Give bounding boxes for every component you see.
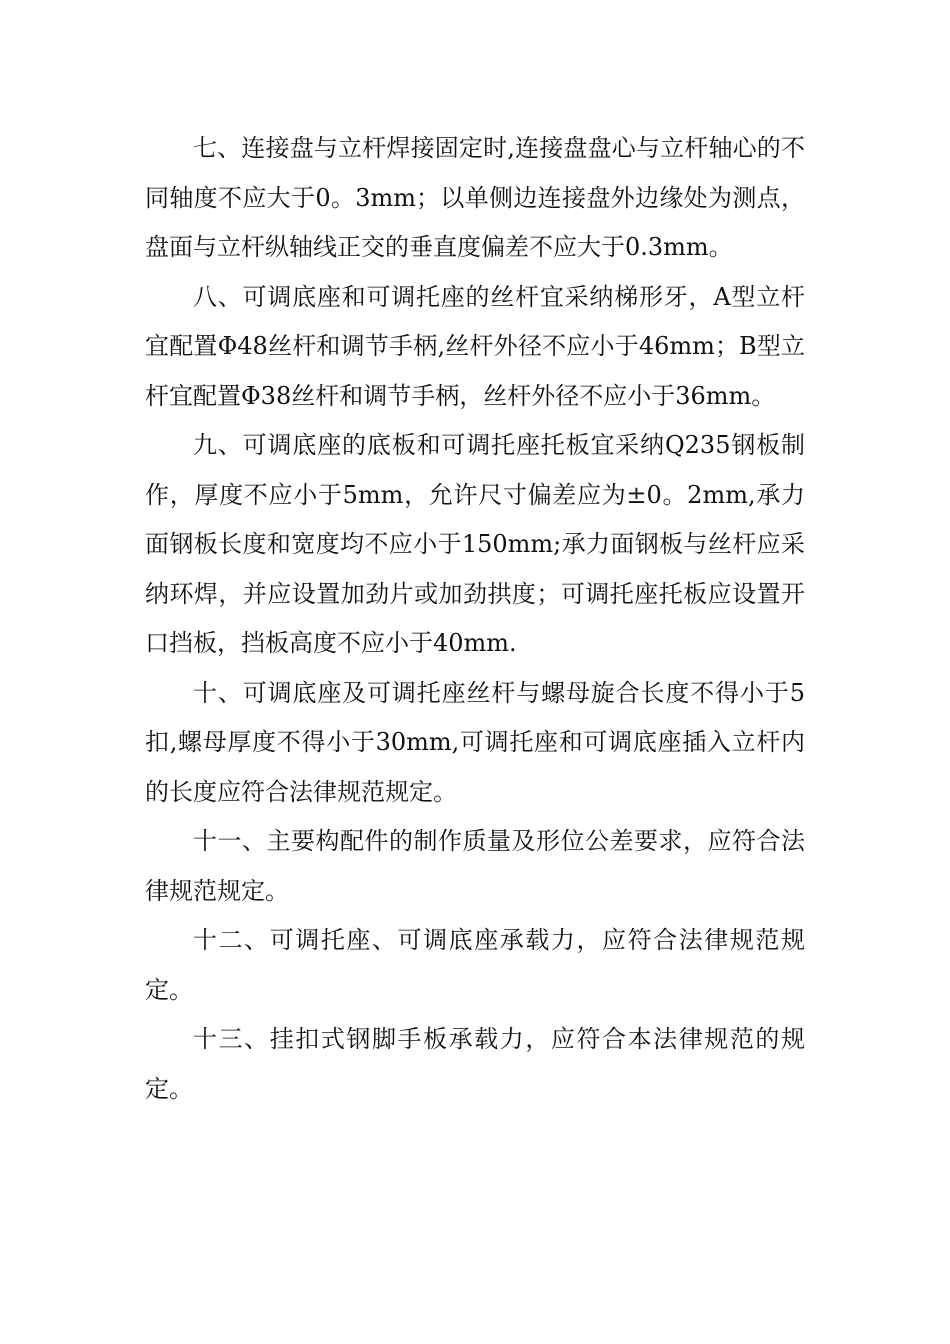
paragraph-12: 十二、可调托座、可调底座承载力，应符合法律规范规定。 xyxy=(145,926,805,1004)
paragraph-10: 十、可调底座及可调托座丝杆与螺母旋合长度不得小于5扣,螺母厚度不得小于30mm,可调托座和可调底座插入立杆内的长度应符合法律规范规定。 xyxy=(145,678,805,806)
paragraph-7: 七、连接盘与立杆焊接固定时,连接盘盘心与立杆轴心的不同轴度不应大于0。3mm；以单侧边连接盘外边缘处为测点，盘面与立杆纵轴线正交的垂直度偏差不应大于0.3mm。 xyxy=(145,134,805,261)
paragraph-9: 九、可调底座的底板和可调托座托板宜采纳Q235钢板制作，厚度不应小于5mm，允许尺寸偏差应为±0。2mm,承力面钢板长度和宽度均不应小于150mm;承力面钢板与丝杆应采纳环焊，并应设置加劲片或加劲拱度；可调托座托板应设置开口挡板，挡板高度不应小于40mm. xyxy=(145,431,805,657)
paragraph-13: 十三、挂扣式钢脚手板承载力，应符合本法律规范的规定。 xyxy=(145,1025,805,1103)
paragraph-11: 十一、主要构配件的制作质量及形位公差要求，应符合法律规范规定。 xyxy=(145,827,805,905)
document-body xyxy=(145,124,805,1114)
paragraph-8: 八、可调底座和可调托座的丝杆宜采纳梯形牙，A型立杆宜配置Φ48丝杆和调节手柄,丝杆外径不应小于46mm；B型立杆宜配置Φ38丝杆和调节手柄，丝杆外径不应小于36mm。 xyxy=(145,282,805,410)
